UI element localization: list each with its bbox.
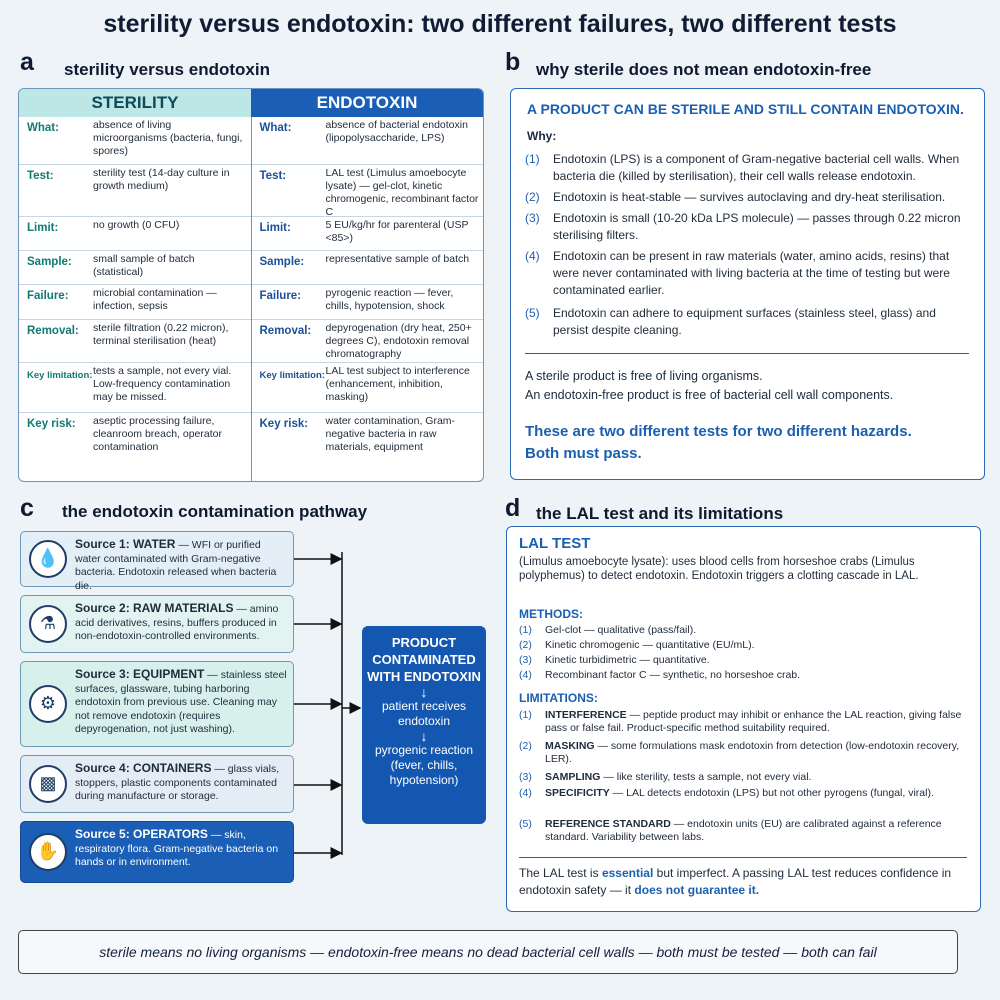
limitations-title: LIMITATIONS: xyxy=(519,691,598,705)
row-value: representative sample of batch xyxy=(325,253,470,265)
flask-icon: ⚗ xyxy=(29,605,67,643)
table-row xyxy=(19,217,251,251)
why-sterile-box xyxy=(510,88,985,480)
table-row xyxy=(252,251,484,285)
row-key: Key risk: xyxy=(27,418,76,430)
table-row xyxy=(19,117,251,165)
row-key: Key limitation: xyxy=(259,370,325,381)
row-value: no growth (0 CFU) xyxy=(93,219,180,231)
why-item: (2) Endotoxin is heat-stable — survives autoclaving and dry-heat sterilisation. xyxy=(525,190,946,204)
limitation-item: (1) INTERFERENCE — peptide product may inhibit or enhance the LAL reaction, giving false pass or false fail. Product-specific method suitability required. xyxy=(519,709,962,734)
limitation-item: (2) MASKING — some formulations mask endotoxin from detection (low-endotoxin recovery, LER). xyxy=(519,740,960,765)
method-item: (4) Recombinant factor C — synthetic, no horseshoe crab. xyxy=(519,669,801,681)
conclusion-line: These are two different tests for two different hazards. xyxy=(525,423,912,440)
row-value: microbial contamination — infection, sepsis xyxy=(93,287,217,312)
row-key: Key risk: xyxy=(259,418,309,430)
summary-line: An endotoxin-free product is free of bacterial cell wall components. xyxy=(525,388,894,402)
lal-intro: (Limulus amoebocyte lysate): uses blood cells from horseshoe crabs (Limulus polyphemus) to detect endotoxin. Endotoxin triggers a clotting cascade in LAL. xyxy=(519,556,919,582)
page-title: sterility versus endotoxin: two different failures, two different tests xyxy=(103,10,897,38)
why-item: (3) Endotoxin is small (10-20 kDa LPS molecule) — passes through 0.22 micron sterilising filters. xyxy=(525,211,961,242)
limitation-item: (3) SAMPLING — like sterility, tests a sample, not every vial. xyxy=(519,771,812,783)
comparison-table xyxy=(18,88,484,482)
arrow-down-icon: ↓ xyxy=(420,684,428,700)
row-key: Sample: xyxy=(259,256,305,268)
vial-icon: ▩ xyxy=(29,765,67,803)
lal-head: LAL TEST xyxy=(519,535,591,552)
source-containers: ▩ Source 4: CONTAINERS — glass vials, stoppers, plastic components contaminated during manufacture or storage. xyxy=(20,755,294,813)
why-item: (4) Endotoxin can be present in raw materials (water, amino acids, resins) that were never contaminated with living bacteria at the time of testing but were contaminated earlier. xyxy=(525,249,950,297)
droplet-icon: 💧 xyxy=(29,540,67,578)
row-value: absence of bacterial endotoxin (lipopolysaccharide, LPS) xyxy=(325,119,468,144)
table-row xyxy=(19,285,251,320)
panel-c-title: the endotoxin contamination pathway xyxy=(62,502,368,521)
panel-a-label: a xyxy=(20,48,34,76)
source-raw-materials: ⚗ Source 2: RAW MATERIALS — amino acid derivatives, resins, buffers produced in non-endotoxin-controlled environments. xyxy=(20,595,294,653)
row-value: depyrogenation (dry heat, 250+ degrees C), endotoxin removal chromatography xyxy=(325,322,472,360)
limitation-item: (4) SPECIFICITY — LAL detects endotoxin (LPS) but not other pyrogens (fungal, viral). xyxy=(519,787,934,799)
panel-d-label: d xyxy=(505,494,521,522)
row-key: Removal: xyxy=(27,325,79,337)
row-value: small sample of batch (statistical) xyxy=(93,253,195,278)
endotoxin-column xyxy=(252,117,484,481)
table-row xyxy=(252,320,484,363)
table-row xyxy=(19,363,251,413)
lal-test-box xyxy=(506,526,981,912)
panel-a-title: sterility versus endotoxin xyxy=(64,60,270,79)
row-value: sterile filtration (0.22 micron), terminal sterilisation (heat) xyxy=(93,322,229,347)
pipe-icon: ⚙ xyxy=(29,685,67,723)
table-row xyxy=(252,285,484,320)
row-key: Limit: xyxy=(27,222,59,234)
row-value: LAL test (Limulus amoebocyte lysate) — gel-clot, kinetic chromogenic, recombinant factor C xyxy=(325,167,479,218)
pathway-arrows xyxy=(294,540,364,880)
panel-c-label: c xyxy=(20,494,34,522)
row-key: Failure: xyxy=(27,290,69,302)
row-key: Test: xyxy=(27,170,54,182)
sterility-header: STERILITY xyxy=(19,89,251,117)
endotoxin-header: ENDOTOXIN xyxy=(251,89,483,117)
summary-line: A sterile product is free of living organisms. xyxy=(525,369,763,383)
row-key: Test: xyxy=(259,170,287,182)
why-item: (5) Endotoxin can adhere to equipment surfaces (stainless steel, glass) and persist despite cleaning. xyxy=(525,306,936,337)
table-row xyxy=(19,320,251,363)
panel-b-title: why sterile does not mean endotoxin-free xyxy=(536,60,872,79)
table-row xyxy=(252,413,484,457)
row-key: What: xyxy=(27,122,59,134)
row-key: Removal: xyxy=(259,325,312,337)
row-value: aseptic processing failure, cleanroom breach, operator contamination xyxy=(93,415,222,453)
table-row xyxy=(252,217,484,251)
row-key: Limit: xyxy=(259,222,291,234)
why-label: Why: xyxy=(527,129,557,143)
panel-b-label: b xyxy=(505,48,521,76)
row-value: absence of living microorganisms (bacteria, fungi, spores) xyxy=(93,119,243,157)
row-key: Key limitation: xyxy=(27,370,93,381)
limitation-item: (5) REFERENCE STANDARD — endotoxin units (EU) are calibrated against a reference standard. Variability between labs. xyxy=(519,818,942,843)
panel-d-title: the LAL test and its limitations xyxy=(536,504,784,523)
row-value: tests a sample, not every vial. Low-frequency contamination may be missed. xyxy=(93,365,232,403)
row-value: pyrogenic reaction — fever, chills, hypotension, shock xyxy=(325,287,454,312)
table-row xyxy=(252,363,484,413)
table-row xyxy=(19,413,251,457)
divider xyxy=(525,353,969,354)
method-item: (1) Gel-clot — qualitative (pass/fail). xyxy=(519,624,697,636)
source-water: 💧 Source 1: WATER — WFI or purified water contaminated with Gram-negative bacteria. Endotoxin released when bacteria die. xyxy=(20,531,294,587)
row-value: LAL test subject to interference (enhancement, inhibition, masking) xyxy=(325,365,470,403)
table-row xyxy=(252,117,484,165)
why-headline: A PRODUCT CAN BE STERILE AND STILL CONTAIN ENDOTOXIN. xyxy=(527,101,964,117)
product-contaminated-box: PRODUCT CONTAMINATED WITH ENDOTOXIN ↓ patient receives endotoxin ↓ pyrogenic reaction (fever, chills, hypotension) xyxy=(362,626,486,824)
row-key: Sample: xyxy=(27,256,72,268)
lal-conclusion: The LAL test is essential but imperfect. A passing LAL test reduces confidence in endotoxin safety — it does not guarantee it. xyxy=(519,866,952,897)
glove-icon: ✋ xyxy=(29,833,67,871)
row-value: 5 EU/kg/hr for parenteral (USP <85>) xyxy=(325,219,469,244)
source-equipment: ⚙ Source 3: EQUIPMENT — stainless steel surfaces, glassware, tubing harboring endotoxin from previous use. Cleaning may not remove endotoxin (requires depyrogenation, not just washing). xyxy=(20,661,294,747)
conclusion-line: Both must pass. xyxy=(525,445,642,462)
arrow-down-icon: ↓ xyxy=(420,728,428,744)
row-value: water contamination, Gram-negative bacteria in raw materials, equipment xyxy=(325,415,456,453)
row-key: Failure: xyxy=(259,290,302,302)
row-value: sterility test (14-day culture in growth medium) xyxy=(93,167,230,192)
why-item: (1) Endotoxin (LPS) is a component of Gram-negative bacterial cell walls. When bacteria die (killed by sterilisation), their cell walls release endotoxin. xyxy=(525,152,960,183)
source-operators: ✋ Source 5: OPERATORS — skin, respiratory flora. Gram-negative bacteria on hands or in environment. xyxy=(20,821,294,883)
method-item: (2) Kinetic chromogenic — quantitative (EU/mL). xyxy=(519,639,755,651)
row-key: What: xyxy=(259,122,292,134)
bottom-summary: sterile means no living organisms — endotoxin-free means no dead bacterial cell walls — both must be tested — both can fail xyxy=(18,930,958,974)
methods-title: METHODS: xyxy=(519,607,583,621)
sterility-column xyxy=(19,117,252,481)
table-row xyxy=(19,251,251,285)
table-row xyxy=(252,165,484,217)
table-row xyxy=(19,165,251,217)
method-item: (3) Kinetic turbidimetric — quantitative. xyxy=(519,654,710,666)
divider xyxy=(519,857,967,858)
